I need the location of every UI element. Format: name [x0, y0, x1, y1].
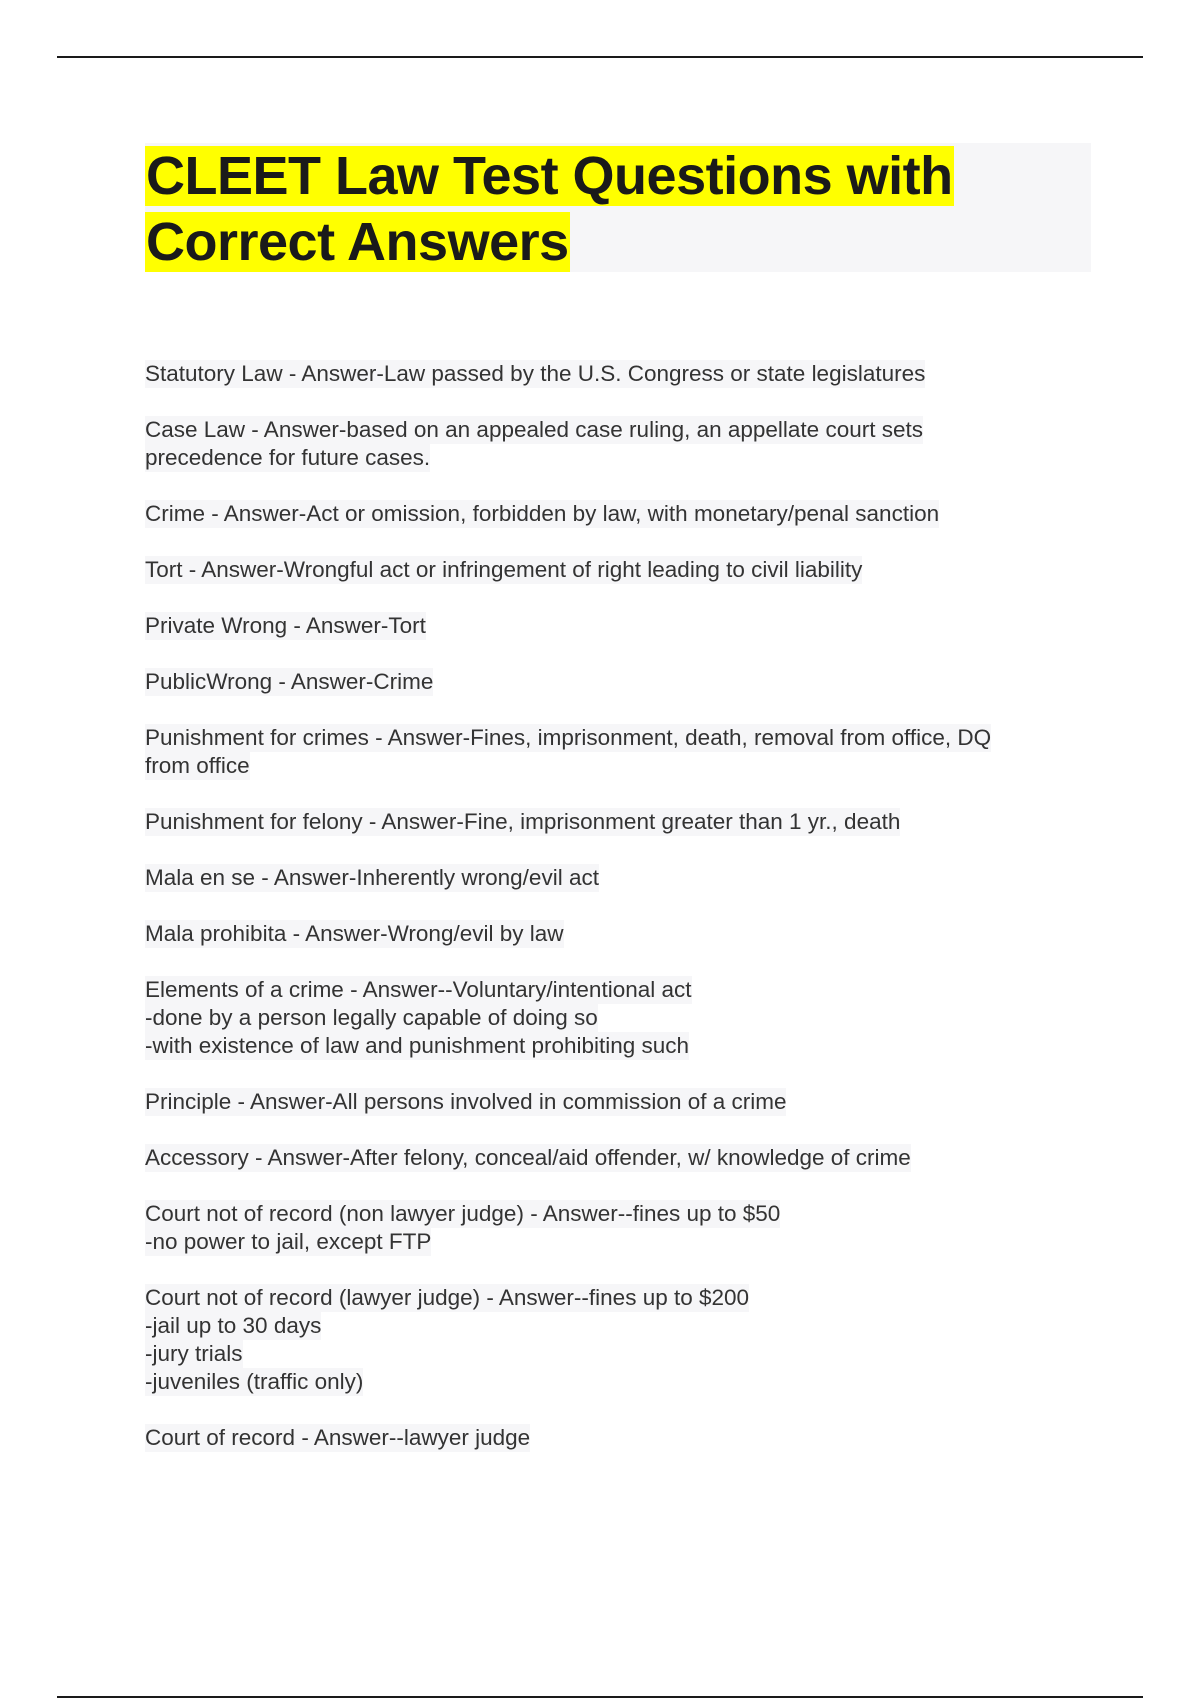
qa-entry-line: Court not of record (lawyer judge) - Answer--fines up to $200 [145, 1285, 750, 1310]
qa-entry [145, 976, 1085, 1060]
qa-entry [145, 1088, 1085, 1116]
qa-entry-line: Punishment for crimes - Answer-Fines, imprisonment, death, removal from office, DQ [145, 725, 992, 750]
qa-entry-line: from office [145, 753, 250, 778]
qa-entry-line: Elements of a crime - Answer--Voluntary/intentional act [145, 977, 692, 1002]
qa-entry-line: precedence for future cases. [145, 445, 431, 470]
bottom-rule [57, 1696, 1143, 1698]
qa-entry-line: -with existence of law and punishment prohibiting such [145, 1033, 690, 1058]
qa-entry [145, 1200, 1085, 1256]
title-block [145, 143, 1091, 272]
qa-entry-line: Principle - Answer-All persons involved in commission of a crime [145, 1089, 787, 1114]
qa-entry [145, 724, 1085, 780]
qa-entry-line: Court not of record (non lawyer judge) - Answer--fines up to $50 [145, 1201, 781, 1226]
qa-entry-line: Private Wrong - Answer-Tort [145, 613, 426, 638]
title-line-1: CLEET Law Test Questions with [146, 146, 953, 206]
qa-entry-line: Mala prohibita - Answer-Wrong/evil by law [145, 921, 564, 946]
qa-entry [145, 416, 1085, 472]
qa-entry-line: Statutory Law - Answer-Law passed by the U.S. Congress or state legislatures [145, 361, 926, 386]
qa-entry [145, 668, 1085, 696]
qa-entry [145, 612, 1085, 640]
qa-entry [145, 864, 1085, 892]
qa-entry-line: -done by a person legally capable of doing so [145, 1005, 598, 1030]
qa-entry [145, 1144, 1085, 1172]
qa-entry [145, 360, 1085, 388]
qa-list [145, 360, 1085, 1480]
title-line-2: Correct Answers [146, 212, 569, 272]
qa-entry [145, 500, 1085, 528]
qa-entry [145, 1284, 1085, 1396]
qa-entry-line: PublicWrong - Answer-Crime [145, 669, 434, 694]
qa-entry-line: Case Law - Answer-based on an appealed case ruling, an appellate court sets [145, 417, 923, 442]
top-rule [57, 56, 1143, 58]
qa-entry [145, 920, 1085, 948]
document-title [145, 143, 1091, 275]
qa-entry [145, 556, 1085, 584]
qa-entry-line: Accessory - Answer-After felony, conceal/aid offender, w/ knowledge of crime [145, 1145, 911, 1170]
qa-entry-line: Crime - Answer-Act or omission, forbidden by law, with monetary/penal sanction [145, 501, 940, 526]
qa-entry-line: Punishment for felony - Answer-Fine, imprisonment greater than 1 yr., death [145, 809, 901, 834]
qa-entry-line: -juveniles (traffic only) [145, 1369, 364, 1394]
qa-entry-line: Tort - Answer-Wrongful act or infringement of right leading to civil liability [145, 557, 863, 582]
qa-entry-line: -no power to jail, except FTP [145, 1229, 432, 1254]
qa-entry [145, 1424, 1085, 1452]
qa-entry-line: -jail up to 30 days [145, 1313, 322, 1338]
qa-entry [145, 808, 1085, 836]
qa-entry-line: -jury trials [145, 1341, 243, 1366]
qa-entry-line: Mala en se - Answer-Inherently wrong/evil act [145, 865, 599, 890]
qa-entry-line: Court of record - Answer--lawyer judge [145, 1425, 531, 1450]
